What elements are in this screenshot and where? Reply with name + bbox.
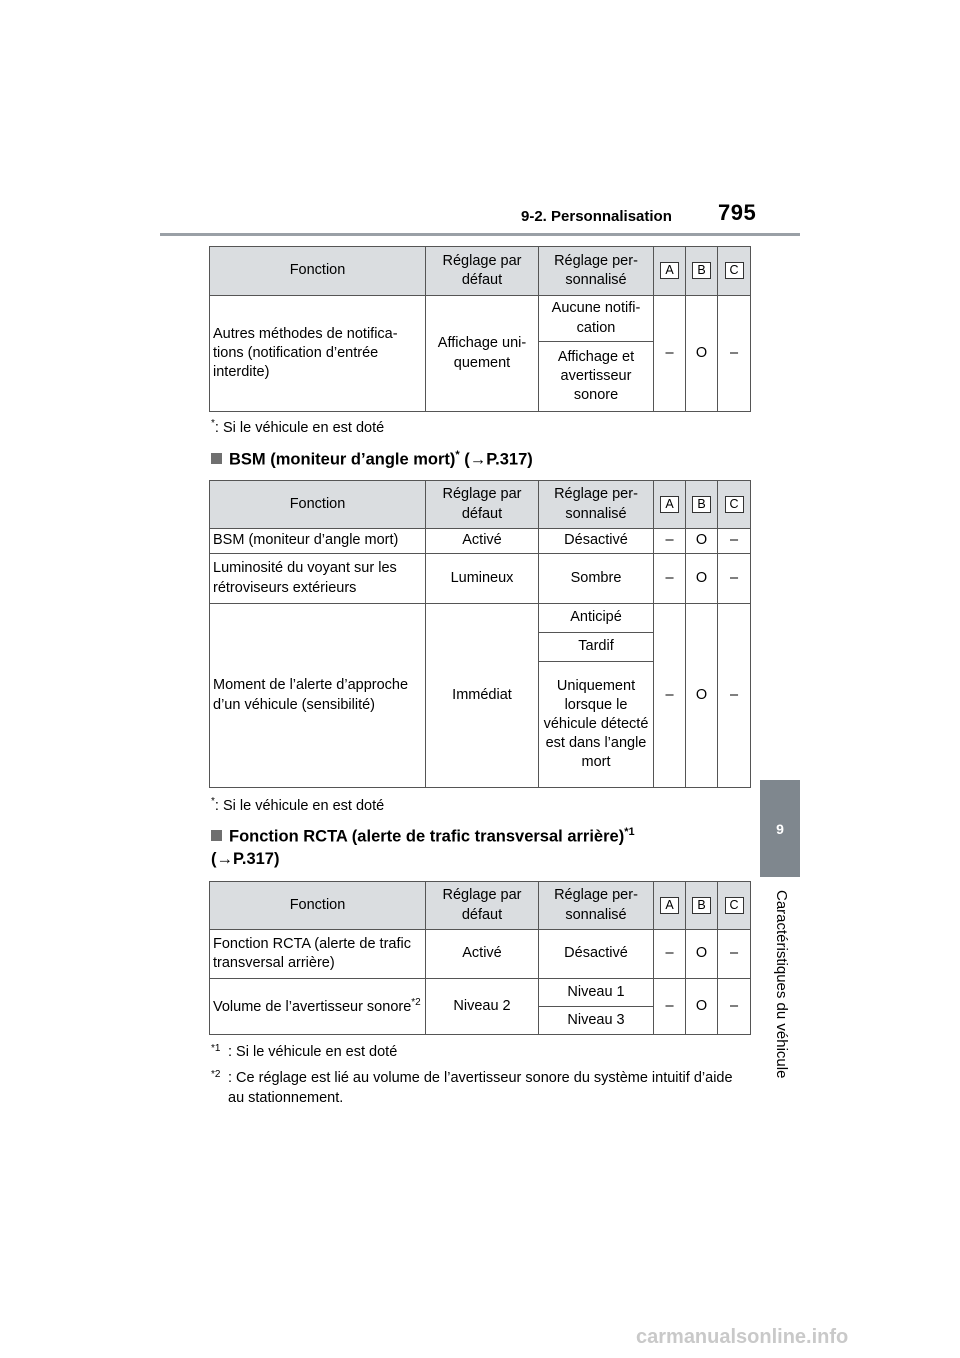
cell-c: – [718, 604, 751, 788]
cell-option: Uniquement lorsque le véhicule détecté est dans l’angle mort [539, 662, 654, 788]
label-c: C [725, 897, 744, 914]
footnote-1 [211, 1042, 751, 1062]
footnote-mark: * [211, 796, 215, 807]
header-defaut: Réglage par défaut [426, 882, 539, 930]
chapter-tab: 9 [760, 780, 800, 877]
section-heading-rcta [211, 826, 635, 847]
settings-table-other [209, 246, 751, 412]
page-number: 795 [718, 200, 757, 225]
cell-a: – [654, 296, 686, 412]
cell-defaut: Lumineux [426, 554, 539, 604]
section-heading-ref [211, 850, 279, 869]
cell-option: Tardif [539, 633, 654, 662]
label-a: A [660, 897, 679, 914]
settings-table-bsm [209, 480, 751, 788]
cell-b: O [686, 529, 718, 554]
table-header-row [210, 247, 751, 296]
cell-c: – [718, 296, 751, 412]
footnote-2 [211, 1068, 751, 1109]
cell-a: – [654, 979, 686, 1035]
cell-b: O [686, 296, 718, 412]
table-header-row [210, 481, 751, 529]
table-row [210, 979, 751, 1007]
header-b [686, 481, 718, 529]
cell-a: – [654, 930, 686, 979]
cell-perso: Désactivé [539, 529, 654, 554]
heading-mark: * [455, 449, 460, 461]
footnote-text: : Si le véhicule en est doté [214, 419, 385, 436]
cell-fonction: BSM (moniteur d’angle mort) [210, 529, 426, 554]
cell-perso: Désactivé [539, 930, 654, 979]
cell-a: – [654, 604, 686, 788]
label-c: C [725, 496, 744, 513]
table-row [210, 554, 751, 604]
header-defaut: Réglage par défaut [426, 247, 539, 296]
cell-b: O [686, 604, 718, 788]
table-row [210, 296, 751, 342]
footnote-mark: *1 [211, 1043, 221, 1054]
footnote [211, 418, 384, 436]
cell-b: O [686, 979, 718, 1035]
header-rule [160, 233, 800, 236]
cell-c: – [718, 529, 751, 554]
header-perso: Réglage per-sonnalisé [539, 481, 654, 529]
cell-fonction: Autres méthodes de notifica-tions (notification d’entrée interdite) [210, 296, 426, 412]
cell-option: Niveau 3 [539, 1007, 654, 1035]
cell-fonction-mark: *2 [411, 997, 421, 1009]
header-c [718, 247, 751, 296]
heading-mark: *1 [624, 826, 635, 838]
footnote-text: : Si le véhicule en est doté [214, 797, 385, 814]
section-heading-bsm [211, 449, 533, 470]
cell-a: – [654, 529, 686, 554]
table-row [210, 930, 751, 979]
label-c: C [725, 262, 744, 279]
cell-a: – [654, 554, 686, 604]
cell-fonction [210, 979, 426, 1035]
cell-option: Aucune notifi-cation [539, 296, 654, 342]
header-b [686, 882, 718, 930]
watermark: carmanualsonline.info [636, 1326, 849, 1348]
cell-option: Affichage et avertisseur sonore [539, 342, 654, 412]
header-a [654, 882, 686, 930]
cell-fonction: Moment de l’alerte d’approche d’un véhicule (sensibilité) [210, 604, 426, 788]
square-bullet-icon [211, 453, 222, 464]
chapter-title [769, 890, 793, 1160]
table-row [210, 604, 751, 633]
header-fonction: Fonction [210, 882, 426, 930]
page-ref: (→P.317) [459, 450, 533, 469]
label-b: B [692, 262, 711, 279]
cell-b: O [686, 930, 718, 979]
cell-c: – [718, 930, 751, 979]
cell-defaut: Activé [426, 529, 539, 554]
header-a [654, 481, 686, 529]
square-bullet-icon [211, 830, 222, 841]
label-a: A [660, 262, 679, 279]
label-b: B [692, 897, 711, 914]
cell-defaut: Activé [426, 930, 539, 979]
header-perso: Réglage per-sonnalisé [539, 247, 654, 296]
section-title: 9-2. Personnalisation [521, 208, 672, 225]
page-ref: (→P.317) [211, 850, 280, 868]
table-row [210, 529, 751, 554]
cell-defaut: Niveau 2 [426, 979, 539, 1035]
cell-fonction: Fonction RCTA (alerte de trafic transversal arrière) [210, 930, 426, 979]
cell-fonction-text: Volume de l’avertisseur sonore [213, 998, 412, 1015]
heading-title: BSM (moniteur d’angle mort) [229, 450, 456, 469]
cell-defaut: Immédiat [426, 604, 539, 788]
header-defaut: Réglage par défaut [426, 481, 539, 529]
header-fonction: Fonction [210, 247, 426, 296]
cell-perso: Sombre [539, 554, 654, 604]
footnote [211, 796, 384, 814]
footnote-mark: * [211, 418, 215, 429]
chapter-title-text: Caractéristiques du véhicule [773, 890, 790, 1079]
header-b [686, 247, 718, 296]
cell-defaut: Affichage uni-quement [426, 296, 539, 412]
cell-c: – [718, 979, 751, 1035]
cell-option: Anticipé [539, 604, 654, 633]
settings-table-rcta [209, 881, 751, 1035]
cell-option: Niveau 1 [539, 979, 654, 1007]
cell-fonction: Luminosité du voyant sur les rétroviseurs extérieurs [210, 554, 426, 604]
cell-b: O [686, 554, 718, 604]
label-b: B [692, 496, 711, 513]
header-c [718, 481, 751, 529]
footnote-text: : Ce réglage est lié au volume de l’avertisseur sonore du système intuitif d’aide au stationnement. [228, 1070, 733, 1107]
header-a [654, 247, 686, 296]
table-header-row [210, 882, 751, 930]
header-perso: Réglage per-sonnalisé [539, 882, 654, 930]
footnote-text: : Si le véhicule en est doté [228, 1044, 398, 1060]
header-fonction: Fonction [210, 481, 426, 529]
heading-title: Fonction RCTA (alerte de trafic transversal arrière) [229, 827, 625, 846]
footnote-mark: *2 [211, 1069, 221, 1080]
label-a: A [660, 496, 679, 513]
header-c [718, 882, 751, 930]
cell-c: – [718, 554, 751, 604]
